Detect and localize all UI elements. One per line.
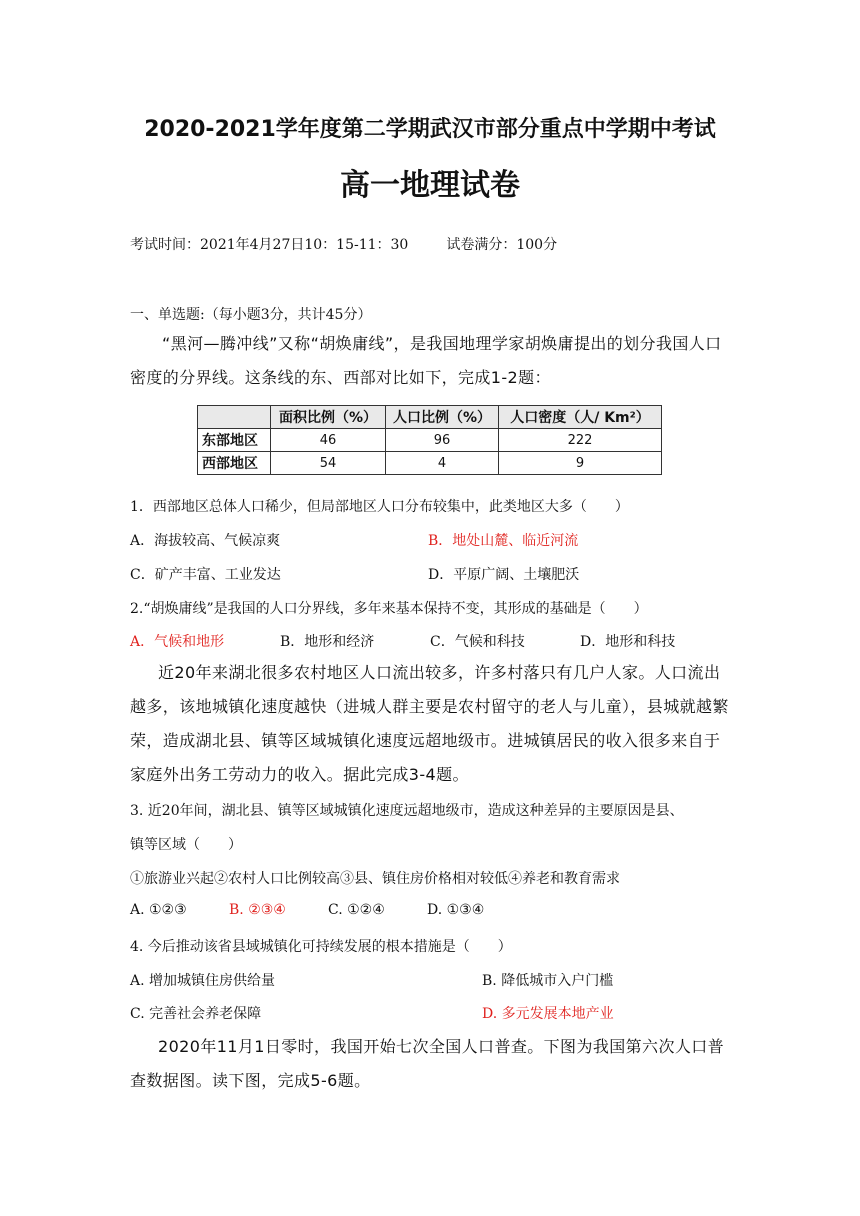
q3-option-a: A. ①②③ <box>130 902 187 918</box>
table-row <box>198 452 662 475</box>
q3-statements: ①旅游业兴起②农村人口比例较高③县、镇住房价格相对较低④养老和教育需求 <box>130 871 620 887</box>
exam-title: 2020-2021学年度第二学期武汉市部分重点中学期中考试 <box>144 117 716 142</box>
exam-meta <box>130 234 557 254</box>
exam-score: 试卷满分：100分 <box>446 237 558 253</box>
q3-stem-line2: 镇等区域（ ） <box>130 837 242 853</box>
q1-option-a: A．海拔较高、气候凉爽 <box>130 533 281 549</box>
q4-option-c: C. 完善社会养老保障 <box>130 1006 262 1022</box>
q2-option-a-answer: A．气候和地形 <box>130 634 225 650</box>
table-header-row <box>198 406 662 429</box>
table-header-cell: 面积比例（%） <box>271 406 386 429</box>
q1-option-d: D．平原广阔、土壤肥沃 <box>428 567 580 583</box>
exam-subtitle: 高一地理试卷 <box>340 168 520 203</box>
q2-option-c: C．气候和科技 <box>430 634 525 650</box>
q2-stem: 2.“胡焕庸线”是我国的人口分界线，多年来基本保持不变，其形成的基础是（ ） <box>130 601 648 617</box>
q2-option-b: B．地形和经济 <box>280 634 375 650</box>
population-table <box>197 405 662 475</box>
exam-time: 考试时间：2021年4月27日10：15-11：30 <box>130 237 409 253</box>
table-cell: 222 <box>499 429 662 452</box>
table-cell: 54 <box>271 452 386 475</box>
q2-option-d: D．地形和科技 <box>580 634 676 650</box>
passage-1: “黑河—腾冲线”又称“胡焕庸线”，是我国地理学家胡焕庸提出的划分我国人口密度的分界线。这条线的东、西部对比如下，完成1-2题： <box>130 334 722 387</box>
q3-stem-line1: 3. 近20年间，湖北县、镇等区域城镇化速度远超地级市，造成这种差异的主要原因是县、 <box>130 803 684 819</box>
table-header-cell: 人口比例（%） <box>386 406 499 429</box>
q3-option-d: D. ①③④ <box>427 902 485 918</box>
table-cell: 4 <box>386 452 499 475</box>
q4-option-d-answer: D. 多元发展本地产业 <box>482 1006 614 1022</box>
passage-2: 近20年来湖北很多农村地区人口流出较多，许多村落只有几户人家。人口流出越多，该地城镇化速度越快（进城人群主要是农村留守的老人与儿童），县城就越繁荣，造成湖北县、镇等区域城镇化速度远超地级市。进城镇居民的收入很多来自于家庭外出务工劳动力的收入。据此完成3-4题。 <box>130 663 729 784</box>
q1-option-b-answer: B．地处山麓、临近河流 <box>428 533 579 549</box>
table-row <box>198 429 662 452</box>
section-heading: 一、单选题:（每小题3分，共计45分） <box>130 307 372 323</box>
q1-option-c: C．矿产丰富、工业发达 <box>130 567 281 583</box>
q4-option-b: B. 降低城市入户门槛 <box>482 973 614 989</box>
q3-option-c: C. ①②④ <box>328 902 385 918</box>
table-header-cell <box>198 406 271 429</box>
table-header-cell: 人口密度（人/ Km²） <box>499 406 662 429</box>
table-cell: 46 <box>271 429 386 452</box>
table-cell: 96 <box>386 429 499 452</box>
table-row-label: 东部地区 <box>198 429 271 452</box>
q4-option-a: A. 增加城镇住房供给量 <box>130 973 276 989</box>
q3-option-b-answer: B. ②③④ <box>229 902 286 918</box>
passage-3: 2020年11月1日零时，我国开始七次全国人口普查。下图为我国第六次人口普查数据图。读下图，完成5-6题。 <box>130 1037 725 1090</box>
q4-stem: 4. 今后推动该省县域城镇化可持续发展的根本措施是（ ） <box>130 939 512 955</box>
q1-stem: 1．西部地区总体人口稀少，但局部地区人口分布较集中，此类地区大多（ ） <box>130 499 629 515</box>
table-cell: 9 <box>499 452 662 475</box>
table-row-label: 西部地区 <box>198 452 271 475</box>
